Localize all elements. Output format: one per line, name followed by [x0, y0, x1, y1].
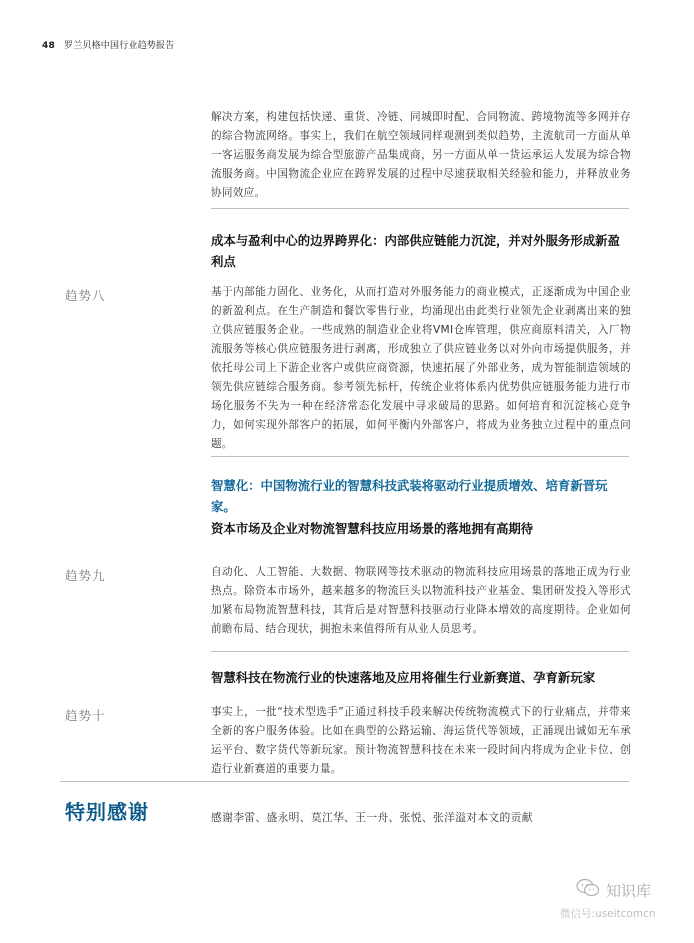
trend10-heading: 智慧科技在物流行业的快速落地及应用将催生行业新赛道、孕育新玩家: [211, 670, 596, 685]
trend8-heading: 成本与盈利中心的边界跨界化：内部供应链能力沉淀，并对外服务形成新盈利点: [211, 233, 620, 269]
intro-paragraph: 解决方案，构建包括快递、重货、冷链、同城即时配、合同物流、跨境物流等多网并存的综合物流网络。事实上，我们在航空领域同样观测到类似趋势，主流航司一方面从单一客运服务商发展为综合型旅游产品集成商，另一方面从单一货运承运人发展为综合物流服务商。中国物流企业应在跨界发展的过程中尽速获取相关经验和能力，并释放业务协同效应。: [211, 111, 631, 199]
wechat-icon: [576, 878, 600, 902]
trend9-body: 自动化、人工智能、大数据、物联网等技术驱动的物流科技应用场景的落地正成为行业热点。除资本市场外，越来越多的物流巨头以物流科技产业基金、集团研发投入等形式加紧布局物流智慧科技，其背后是对智慧科技驱动行业降本增效的高度期待。企业如何前瞻布局、结合现状，拥抱未来值得所有从业人员思考。: [211, 566, 631, 635]
thanks-title: 特别感谢: [65, 800, 149, 824]
divider: [211, 651, 629, 652]
watermark-name: 知识库: [606, 881, 652, 900]
report-title: 罗兰贝格中国行业趋势报告: [64, 41, 175, 51]
divider: [211, 456, 629, 457]
trend10-label: 趋势十: [65, 708, 106, 723]
divider: [211, 208, 629, 209]
trend8-body: 基于内部能力固化、业务化，从而打造对外服务能力的商业模式，正逐渐成为中国企业的新盈利点。在生产制造和餐饮零售行业，均涌现出由此类行业领先企业剥离出来的独立供应链服务企业。一些成熟的制造业企业将VMI仓库管理，供应商原料清关，入厂物流服务等核心供应链服务进行剥离，形成独立了供应链业务以对外向市场提供服务，并依托母公司上下游企业客户或供应商资源，快速拓展了外部业务，成为智能制造领域的领先供应链综合服务商。参考领先标杆，传统企业将体系内优势供应链服务能力进行市场化服务不失为一种在经济常态化发展中寻求破局的思路。如何培育和沉淀核心竞争力，如何实现外部客户的拓展，如何平衡内外部客户，将成为业务独立过程中的重点问题。: [211, 286, 631, 450]
trend9-heading: 资本市场及企业对物流智慧科技应用场景的落地拥有高期待: [211, 521, 534, 536]
watermark: [560, 878, 680, 930]
thanks-text: 感谢李雷、盛永明、莫江华、王一舟、张悦、张洋溢对本文的贡献: [211, 811, 533, 824]
page-header: [42, 38, 174, 51]
section-heading: 智慧化：中国物流行业的智慧科技武装将驱动行业提质增效、培育新晋玩家。: [211, 478, 608, 514]
trend10-body: 事实上，一批“技术型选手”正通过科技手段来解决传统物流模式下的行业痛点，并带来全新的客户服务体验。比如在典型的公路运输、海运货代等领域，正涌现出诚如无车承运平台、数字货代等新玩家。预计物流智慧科技在未来一段时间内将成为企业卡位、创造行业新赛道的重要力量。: [211, 706, 631, 775]
page-number: 48: [42, 41, 55, 51]
watermark-id: 微信号:useitcomcn: [560, 908, 656, 920]
trend9-label: 趋势九: [65, 568, 106, 583]
trend8-label: 趋势八: [65, 288, 106, 303]
divider: [60, 781, 629, 782]
